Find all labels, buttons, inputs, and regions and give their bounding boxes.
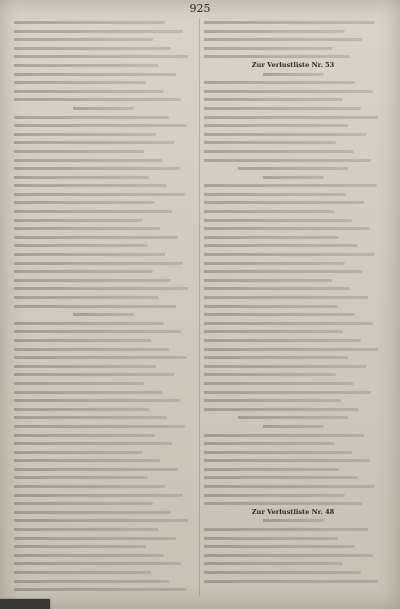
list-entry [204,379,382,388]
list-entry [14,405,192,414]
list-entry [204,190,382,199]
list-entry [14,448,192,457]
list-entry [204,491,382,500]
list-entry [14,198,192,207]
subsection-heading [14,310,192,319]
list-entry [14,508,192,517]
list-entry [14,147,192,156]
list-entry [204,577,382,586]
list-entry [204,396,382,405]
list-entry [14,370,192,379]
list-entry [204,207,382,216]
list-entry [14,431,192,440]
list-entry [14,551,192,560]
list-entry [14,190,192,199]
list-entry [14,362,192,371]
list-entry [204,465,382,474]
list-entry [204,104,382,113]
subsection-heading [204,70,382,79]
list-entry [14,250,192,259]
list-entry [14,27,192,36]
list-entry [204,156,382,165]
list-entry [14,456,192,465]
list-entry [204,78,382,87]
list-entry [204,267,382,276]
list-entry [14,439,192,448]
list-entry [204,525,382,534]
list-entry [204,198,382,207]
list-entry [204,534,382,543]
list-entry [14,534,192,543]
list-entry [204,233,382,242]
left-column [14,18,192,596]
list-entry [204,559,382,568]
list-entry [14,525,192,534]
list-entry [14,542,192,551]
list-entry [204,147,382,156]
list-entry [204,130,382,139]
list-entry [204,370,382,379]
list-entry [204,551,382,560]
list-entry [14,465,192,474]
list-entry [204,499,382,508]
list-entry [204,482,382,491]
list-entry [14,164,192,173]
list-entry [204,439,382,448]
list-entry [14,422,192,431]
list-entry [204,95,382,104]
list-entry [204,259,382,268]
list-entry [14,284,192,293]
list-entry [14,233,192,242]
section-heading: Zur Verlustliste Nr. 48 [251,507,335,516]
list-entry [204,362,382,371]
list-entry [14,353,192,362]
list-entry [204,138,382,147]
list-entry [14,396,192,405]
list-entry [14,379,192,388]
list-entry [204,44,382,53]
list-entry [204,224,382,233]
right-column [204,18,382,596]
list-entry [14,138,192,147]
list-entry [14,276,192,285]
list-entry [14,121,192,130]
list-entry [14,319,192,328]
list-entry [14,241,192,250]
column-gutter [199,18,200,596]
list-entry [204,542,382,551]
subsection-heading [204,173,382,182]
list-entry [204,388,382,397]
subsection-heading [14,104,192,113]
list-entry [14,491,192,500]
list-entry [204,345,382,354]
subsection-heading [204,422,382,431]
list-entry [204,568,382,577]
list-entry [14,130,192,139]
list-entry [204,353,382,362]
list-entry [14,577,192,586]
page-number: 925 [189,2,211,15]
list-entry [204,456,382,465]
list-entry [204,327,382,336]
list-entry [14,482,192,491]
list-entry [14,35,192,44]
list-entry [204,216,382,225]
list-entry [14,181,192,190]
list-entry [14,413,192,422]
list-entry [14,516,192,525]
section-heading [204,413,382,422]
subsection-heading [204,516,382,525]
list-entry [14,173,192,182]
section-heading [204,164,382,173]
list-entry [14,18,192,27]
list-entry [14,70,192,79]
list-entry [14,87,192,96]
list-entry [14,559,192,568]
list-entry [14,302,192,311]
list-entry [14,345,192,354]
list-entry [14,207,192,216]
list-entry [14,259,192,268]
list-entry [204,284,382,293]
list-entry [204,276,382,285]
list-entry [204,121,382,130]
list-entry [14,327,192,336]
list-entry [14,216,192,225]
list-entry [204,52,382,61]
section-heading: Zur Verlustliste Nr. 53 [251,60,335,69]
list-entry [204,250,382,259]
list-entry [204,405,382,414]
list-entry [14,267,192,276]
list-entry [14,113,192,122]
list-entry [14,61,192,70]
list-entry [14,336,192,345]
list-entry [204,336,382,345]
footer-tab [0,599,50,609]
list-entry [204,35,382,44]
list-entry [204,473,382,482]
list-entry [14,293,192,302]
list-entry [14,78,192,87]
list-entry [14,95,192,104]
list-entry [204,448,382,457]
list-entry [14,224,192,233]
list-entry [204,319,382,328]
list-entry [204,87,382,96]
list-entry [14,52,192,61]
list-entry [204,302,382,311]
list-entry [14,473,192,482]
list-entry [14,499,192,508]
list-entry [14,44,192,53]
list-entry [14,568,192,577]
list-entry [204,181,382,190]
list-entry [204,431,382,440]
list-entry [204,27,382,36]
list-entry [204,310,382,319]
list-entry [204,241,382,250]
list-entry [204,18,382,27]
list-entry [204,113,382,122]
list-entry [14,156,192,165]
list-entry [14,388,192,397]
list-entry [204,293,382,302]
list-entry [14,585,192,594]
